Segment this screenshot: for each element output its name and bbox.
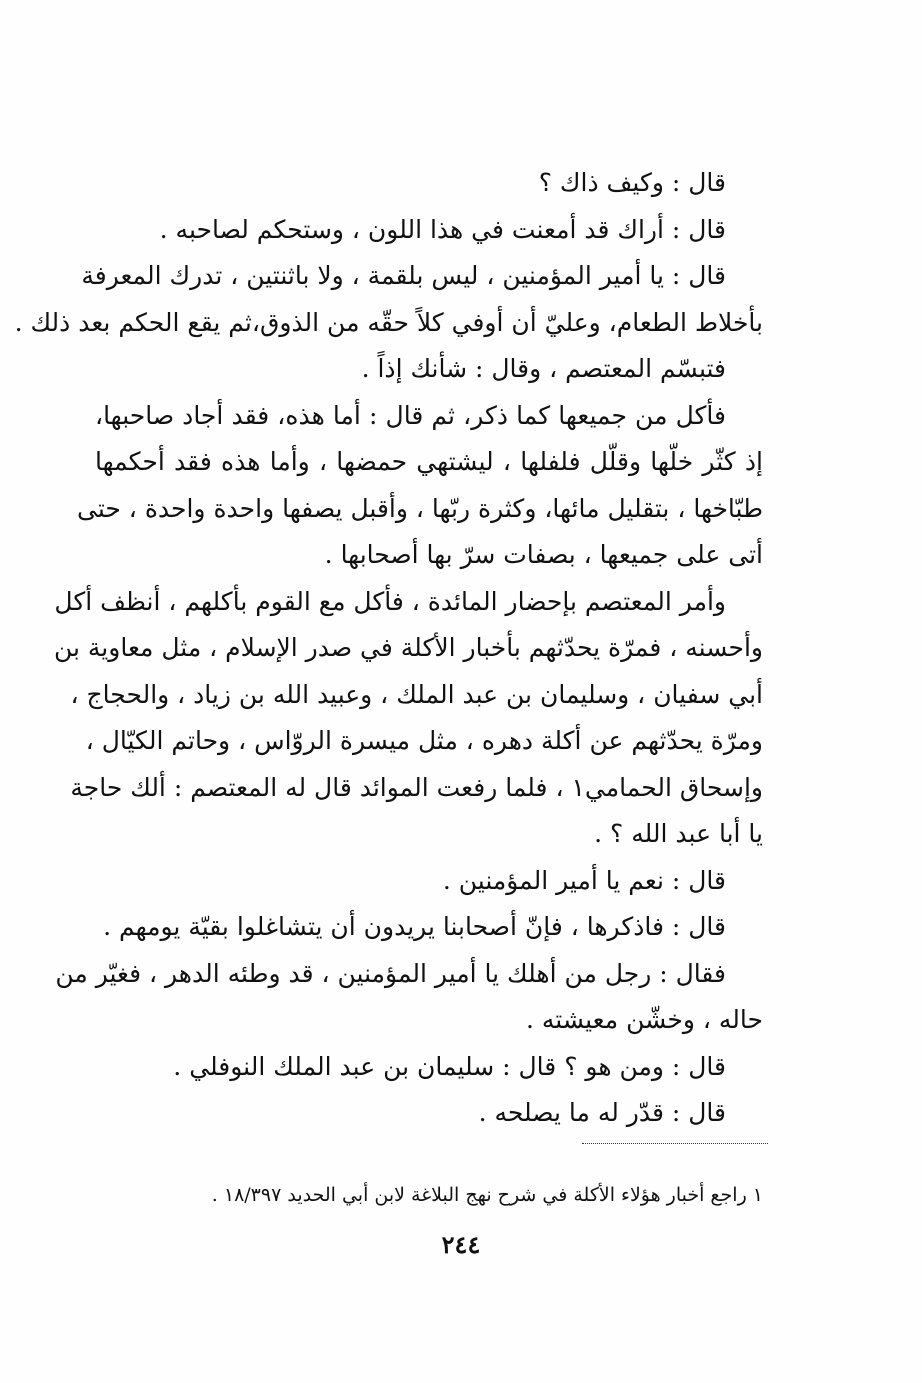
text-line: قال : ومن هو ؟ قال : سليمان بن عبد الملك النوفلي . (173, 1051, 726, 1081)
text-line: أبي سفيان ، وسليمان بن عبد الملك ، وعبيد الله بن زياد ، والحجاج ، (70, 679, 763, 709)
text-line: قال : وكيف ذاك ؟ (538, 168, 726, 197)
text-line: إذ كثّر خلّها وقلّل فلفلها ، ليشتهي حمضها ، وأما هذه فقد أحكمها (95, 447, 763, 476)
main-text (14, 160, 763, 1137)
text-line: طبّاخها ، بتقليل مائها، وكثرة ربّها ، وأقبل يصفها واحدة واحدة ، حتى (77, 493, 763, 523)
text-line: وأمر المعتصم بإحضار المائدة ، فأكل مع القوم بأكلهم ، أنظف أكل (54, 586, 726, 616)
text-line: قال : قدّر له ما يصلحه . (478, 1098, 726, 1127)
page-number: ٢٤٤ (441, 1230, 481, 1259)
text-line: وأحسنه ، فمرّة يحدّثهم بأخبار الأكلة في صدر الإسلام ، مثل معاوية بن (53, 633, 763, 662)
text-line: بأخلاط الطعام، وعليّ أن أوفي كلاً حقّه من الذوق،ثم يقع الحكم بعد ذلك . (14, 307, 763, 337)
text-line: حاله ، وخشّن معيشته . (526, 1005, 763, 1034)
text-line: قال : يا أمير المؤمنين ، ليس بلقمة ، ولا باثنتين ، تدرك المعرفة (81, 261, 726, 290)
text-line: فتبسّم المعتصم ، وقال : شأنك إذاً . (361, 354, 726, 383)
text-line: قال : نعم يا أمير المؤمنين . (442, 865, 726, 895)
text-line: قال : أراك قد أمعنت في هذا اللون ، وستحكم لصاحبه . (159, 214, 726, 244)
text-line: أتى على جميعها ، بصفات سرّ بها أصحابها . (324, 540, 763, 569)
text-line: فقال : رجل من أهلك يا أمير المؤمنين ، قد وطئه الدهر ، فغيّر من (55, 958, 726, 988)
text-line: وإسحاق الحمامي١ ، فلما رفعت الموائد قال له المعتصم : ألك حاجة (70, 772, 763, 802)
text-line: ومرّة يحدّثهم عن أكلة دهره ، مثل ميسرة الروّاس ، وحاتم الكيّال ، (85, 726, 763, 755)
footnote: ١ راجع أخبار هؤلاء الأكلة في شرح نهج البلاغة لابن أبي الحديد ١٨/٣٩٧ . (211, 1184, 763, 1206)
text-line: يا أبا عبد الله ؟ . (594, 819, 763, 848)
text-line: قال : فاذكرها ، فإنّ أصحابنا يريدون أن يتشاغلوا بقيّة يومهم . (103, 912, 726, 941)
text-line: فأكل من جميعها كما ذكر، ثم قال : أما هذه، فقد أجاد صاحبها، (95, 400, 726, 430)
footnote-divider (582, 1143, 768, 1144)
